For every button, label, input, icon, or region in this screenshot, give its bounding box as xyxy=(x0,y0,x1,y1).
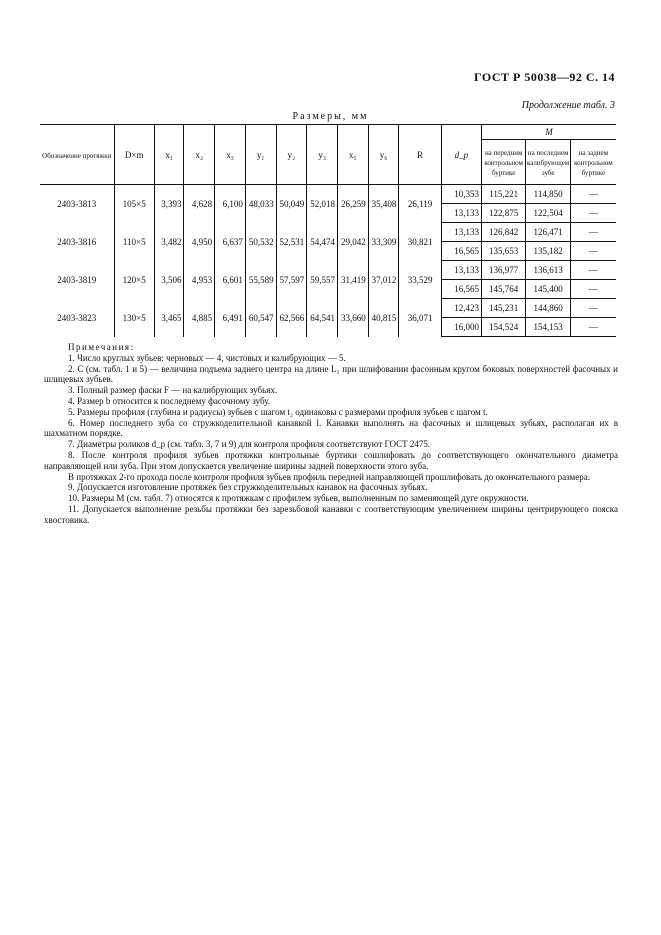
cell-x3: 6,491 xyxy=(215,299,246,337)
note-item: 1. Число круглых зубьев: черновых — 4, чистовых и калибрующих — 5. xyxy=(68,352,346,363)
cell-x2: 4,950 xyxy=(184,223,215,261)
note-item: 8. После контроля профиля зубьев протяжки контрольные буртики сошлифовать до соответствующего окончательного диаметра направляющей или зуба. При этом допускается увеличение ширины задней поверхности этого зуба. xyxy=(44,449,618,471)
cell-y3: 52,018 xyxy=(307,185,338,223)
notes-list xyxy=(44,353,618,526)
page-header: ГОСТ Р 50038—92 С. 14 xyxy=(474,70,615,84)
note-item: 11. Допускается выполнение резьбы протяжки без зарезьбовой канавки с соответствующим увеличением ширины центрирующего пояска хвостовика. xyxy=(44,503,618,525)
cell-m-front: 122,875 xyxy=(481,204,525,223)
dimensions-table xyxy=(40,124,616,337)
cell-y6: 40,815 xyxy=(368,299,399,337)
cell-dp: 16,565 xyxy=(441,280,481,299)
notes-section xyxy=(44,342,618,526)
cell-m-rear: — xyxy=(570,185,616,204)
col-m-front: на передним контрольном буртике xyxy=(481,140,525,185)
cell-m-rear: — xyxy=(570,242,616,261)
note-item: 3. Полный размер фаски F — на калибрующих зубьях. xyxy=(68,385,278,396)
cell-m-front: 145,764 xyxy=(481,280,525,299)
cell-designation: 2403-3823 xyxy=(57,312,97,323)
col-y3: y₃ xyxy=(307,125,338,185)
cell-designation: 2403-3819 xyxy=(57,274,97,285)
col-designation: Обозначение протяжки xyxy=(40,125,114,185)
cell-dp: 16,565 xyxy=(441,242,481,261)
note-item: 4. Размер b относится к последнему фасочному зубу. xyxy=(68,395,271,406)
cell-m-rear: — xyxy=(570,280,616,299)
cell-m-last: 126,471 xyxy=(526,223,570,242)
cell-dp: 16,000 xyxy=(441,318,481,337)
cell-x5: 29,042 xyxy=(337,223,368,261)
cell-m-rear: — xyxy=(570,318,616,337)
cell-x1: 3,465 xyxy=(154,299,184,337)
cell-y2: 52,531 xyxy=(276,223,307,261)
cell-y2: 62,566 xyxy=(276,299,307,337)
cell-m-front: 154,524 xyxy=(481,318,525,337)
col-R: R xyxy=(399,125,441,185)
cell-dp: 12,423 xyxy=(441,299,481,318)
note-item: В протяжках 2-го прохода после контроля профиля зубьев профиль передней направляющей прошлифовать до окончательного размера. xyxy=(68,471,590,482)
cell-x1: 3,506 xyxy=(154,261,184,299)
cell-x5: 26,259 xyxy=(337,185,368,223)
col-y1: y₁ xyxy=(245,125,276,185)
cell-m-front: 115,221 xyxy=(481,185,525,204)
cell-dp: 10,353 xyxy=(441,185,481,204)
table-row xyxy=(40,299,616,318)
cell-m-last: 114,850 xyxy=(526,185,570,204)
cell-x1: 3,482 xyxy=(154,223,184,261)
cell-y2: 50,049 xyxy=(276,185,307,223)
cell-m-last: 135,182 xyxy=(526,242,570,261)
cell-dm: 105×5 xyxy=(114,185,154,223)
cell-x3: 6,601 xyxy=(215,261,246,299)
note-item: 10. Размеры M (см. табл. 7) относятся к протяжкам с профилем зубьев, выполненным по заменяющей дуге окружности. xyxy=(68,493,529,504)
cell-y1: 50,532 xyxy=(245,223,276,261)
cell-y1: 60,547 xyxy=(245,299,276,337)
cell-x2: 4,628 xyxy=(184,185,215,223)
cell-R: 30,821 xyxy=(399,223,441,261)
table-body xyxy=(40,185,616,337)
cell-y3: 64,541 xyxy=(307,299,338,337)
col-x1: x₁ xyxy=(154,125,184,185)
col-x3: x₃ xyxy=(215,125,246,185)
col-y2: y₂ xyxy=(276,125,307,185)
col-x2: x₂ xyxy=(184,125,215,185)
cell-dm: 110×5 xyxy=(114,223,154,261)
cell-x5: 33,660 xyxy=(337,299,368,337)
col-x5: x₅ xyxy=(337,125,368,185)
cell-y6: 35,408 xyxy=(368,185,399,223)
note-item: 9. Допускается изготовление протяжек без стружкоделительных канавок на фасочных зубьях. xyxy=(68,482,428,493)
cell-dm: 120×5 xyxy=(114,261,154,299)
cell-m-last: 154,153 xyxy=(526,318,570,337)
cell-x2: 4,953 xyxy=(184,261,215,299)
cell-m-front: 136,977 xyxy=(481,261,525,280)
cell-m-last: 136,613 xyxy=(526,261,570,280)
cell-y3: 54,474 xyxy=(307,223,338,261)
note-item: 5. Размеры профиля (глубина и радиусы) зубьев с шагом t₂ одинаковы с размерами профиля зубьев с шагом t. xyxy=(68,406,488,417)
col-y6: y₆ xyxy=(368,125,399,185)
cell-m-rear: — xyxy=(570,204,616,223)
table-row xyxy=(40,261,616,280)
note-item: 2. C (см. табл. 1 и 5) — величина подъема заднего центра на длине L₁ при шлифовании фасонным кругом боковых поверхностей фасочных и шлицевых зубьев. xyxy=(44,363,618,385)
table-caption: Размеры, мм xyxy=(292,111,369,122)
cell-m-last: 122,504 xyxy=(526,204,570,223)
cell-m-last: 144,860 xyxy=(526,299,570,318)
cell-y1: 48,033 xyxy=(245,185,276,223)
col-m-last: на последнем калибрующем зубе xyxy=(526,140,570,185)
col-M: M xyxy=(481,125,616,140)
col-m-rear: на заднем контрольном буртике xyxy=(570,140,616,185)
table-row xyxy=(40,185,616,204)
cell-y1: 55,589 xyxy=(245,261,276,299)
notes-title: Примечания: xyxy=(68,342,135,352)
col-dp: d_p xyxy=(441,125,481,185)
cell-m-rear: — xyxy=(570,299,616,318)
cell-y3: 59,557 xyxy=(307,261,338,299)
table-continuation-label: Продолжение табл. 3 xyxy=(521,100,615,111)
cell-x2: 4,885 xyxy=(184,299,215,337)
note-item: 7. Диаметры роликов d_p (см. табл. 3, 7 и 9) для контроля профиля соответствуют ГОСТ 2475. xyxy=(68,439,431,450)
cell-dp: 13,133 xyxy=(441,223,481,242)
table-row xyxy=(40,223,616,242)
cell-y6: 37,012 xyxy=(368,261,399,299)
cell-x1: 3,393 xyxy=(154,185,184,223)
cell-m-rear: — xyxy=(570,223,616,242)
cell-m-front: 126,842 xyxy=(481,223,525,242)
cell-designation: 2403-3813 xyxy=(57,198,97,209)
cell-m-last: 145,400 xyxy=(526,280,570,299)
cell-dp: 13,133 xyxy=(441,261,481,280)
cell-R: 36,071 xyxy=(399,299,441,337)
cell-R: 26,119 xyxy=(399,185,441,223)
cell-x5: 31,419 xyxy=(337,261,368,299)
cell-dm: 130×5 xyxy=(114,299,154,337)
col-dm: D×m xyxy=(114,125,154,185)
cell-x3: 6,100 xyxy=(215,185,246,223)
cell-dp: 13,133 xyxy=(441,204,481,223)
cell-m-front: 145,231 xyxy=(481,299,525,318)
cell-y2: 57,597 xyxy=(276,261,307,299)
cell-R: 33,529 xyxy=(399,261,441,299)
cell-x3: 6,637 xyxy=(215,223,246,261)
cell-m-rear: — xyxy=(570,261,616,280)
cell-designation: 2403-3816 xyxy=(57,236,97,247)
cell-y6: 33,309 xyxy=(368,223,399,261)
note-item: 6. Номер последнего зуба со стружкоделительной канавкой l. Канавки выполнять на фасочных и шлицевых зубьях, располагая их в шахматном порядке. xyxy=(44,417,618,439)
cell-m-front: 135,653 xyxy=(481,242,525,261)
